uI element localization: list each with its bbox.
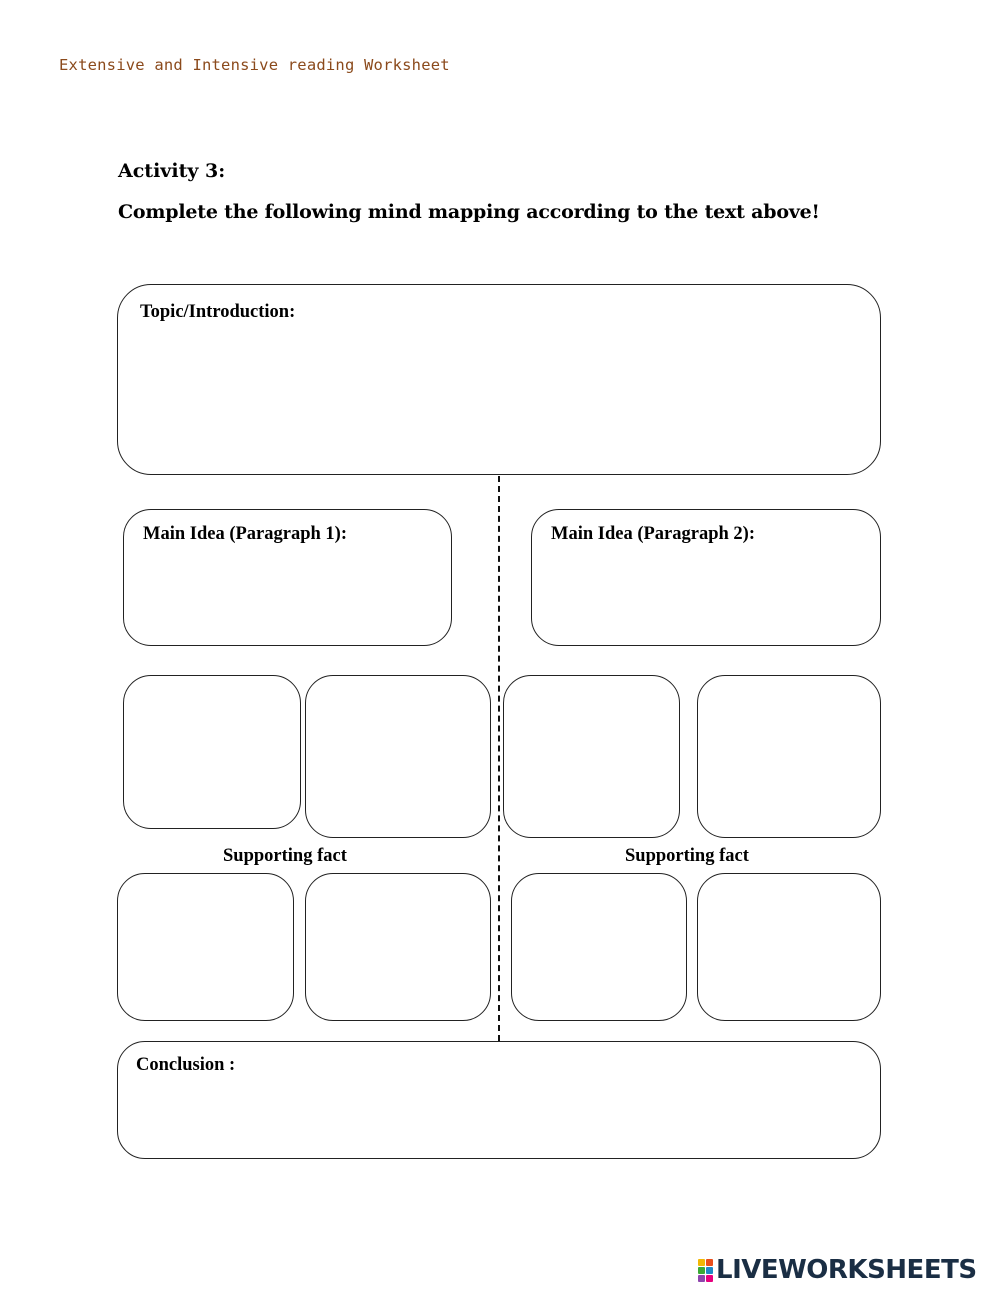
worksheet-header: Extensive and Intensive reading Worksheet bbox=[59, 56, 450, 74]
supporting-fact-box[interactable] bbox=[305, 873, 491, 1021]
supporting-fact-box[interactable] bbox=[123, 675, 301, 829]
main-idea-1-label: Main Idea (Paragraph 1): bbox=[143, 524, 347, 544]
conclusion-label: Conclusion : bbox=[136, 1055, 236, 1075]
supporting-fact-caption-right: Supporting fact bbox=[625, 846, 749, 866]
supporting-fact-box[interactable] bbox=[117, 873, 294, 1021]
dashed-divider bbox=[498, 476, 500, 1041]
topic-label: Topic/Introduction: bbox=[140, 302, 296, 322]
supporting-fact-box[interactable] bbox=[511, 873, 687, 1021]
supporting-fact-caption-left: Supporting fact bbox=[223, 846, 347, 866]
supporting-fact-box[interactable] bbox=[697, 873, 881, 1021]
supporting-fact-box[interactable] bbox=[503, 675, 680, 838]
supporting-fact-box[interactable] bbox=[305, 675, 491, 838]
activity-instruction: Complete the following mind mapping according to the text above! bbox=[118, 201, 820, 223]
liveworksheets-logo bbox=[698, 1256, 977, 1284]
supporting-fact-box[interactable] bbox=[697, 675, 881, 838]
liveworksheets-logo-icon bbox=[698, 1259, 713, 1282]
activity-heading: Activity 3: bbox=[118, 160, 226, 182]
main-idea-2-label: Main Idea (Paragraph 2): bbox=[551, 524, 755, 544]
brand-name: LIVEWORKSHEETS bbox=[716, 1255, 977, 1285]
